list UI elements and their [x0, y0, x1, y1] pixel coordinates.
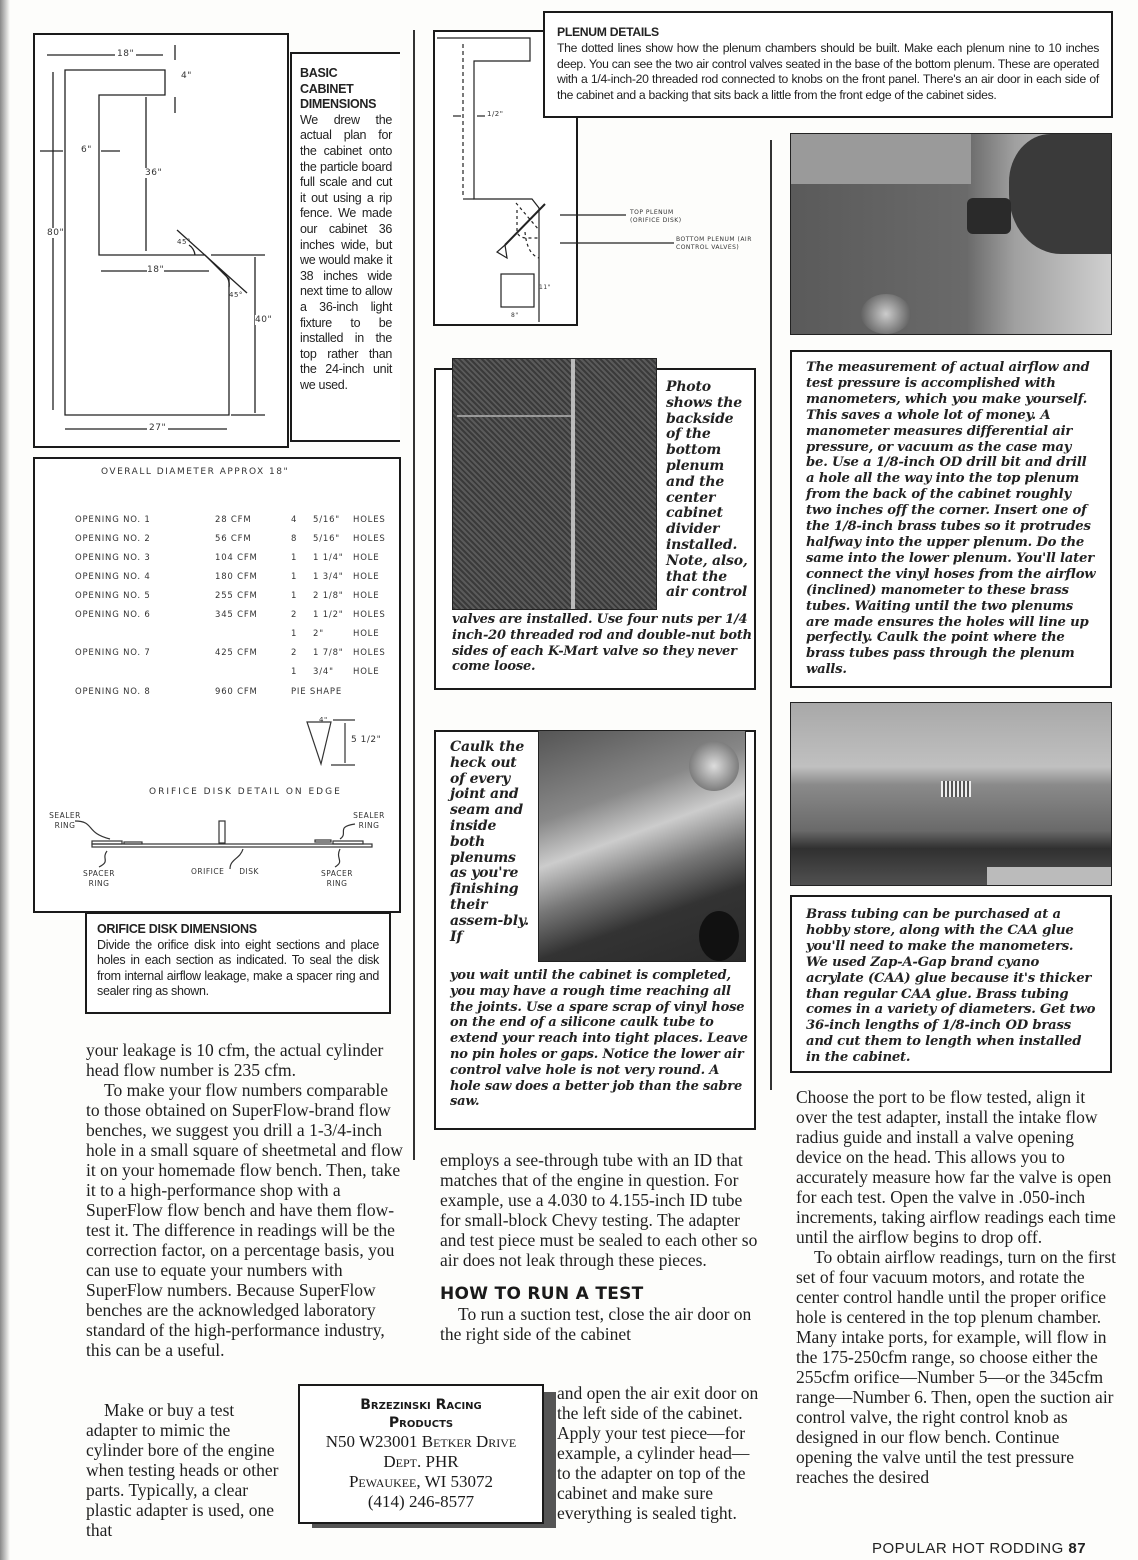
body-paragraph: Make or buy a test adapter to mimic the cylinder bore of the engine when testing heads or other parts. Typically, a clear plastic adapter is used, one that: [86, 1400, 279, 1540]
dim-top-height: 4": [181, 71, 192, 81]
city-state-zip: Pewaukee, WI 53072: [348, 1472, 494, 1491]
street-address: N50 W23001 Betker Drive: [325, 1432, 517, 1451]
cabinet-caption: [290, 52, 400, 442]
backside-caption-below: valves are installed. Use four nuts per 1/4 inch-20 threaded rod and double-nut both sides of each K-Mart valve so they never come loose.: [452, 612, 752, 675]
plenum-caption-title: PLENUM DETAILS: [557, 25, 659, 39]
sealer-ring-right-label: SEALER RING: [353, 811, 385, 830]
column-divider: [413, 30, 415, 1160]
dim-inner-height: 36": [145, 168, 163, 178]
brass-caption: [790, 895, 1112, 1073]
pie-height-label: 5 1/2": [351, 735, 382, 745]
company-name-line2: Products: [388, 1415, 454, 1431]
backside-caption-side: Photo shows the backside of the bottom plenum and the center cabinet divider installed. Note, also, that the air control: [666, 379, 748, 601]
address-box: [298, 1384, 544, 1524]
body-paragraph: To run a suction test, close the air door on the right side of the cabinet: [440, 1304, 752, 1344]
dim-base-width: 27": [149, 423, 167, 433]
dim-angle-upper: 45°: [177, 238, 191, 246]
orifice-row-sub: 1 3/4" HOLE: [291, 667, 380, 677]
orifice-row: OPENING NO. 1 28 CFM 4 5/16" HOLES: [75, 515, 386, 525]
manometer-photo: [790, 133, 1112, 335]
dim-angle-lower: 45°: [229, 291, 243, 299]
pie-width-label: 4": [319, 716, 328, 724]
orifice-disk-label: ORIFICE DISK: [191, 867, 259, 876]
orifice-diagram: [33, 457, 401, 913]
sealer-ring-left-label: SEALER RING: [49, 811, 81, 830]
dim-lower-height: 40": [255, 315, 273, 325]
orifice-table: [71, 515, 390, 706]
caulk-caption-below: you wait until the cabinet is completed, you may have a rough time reaching all the joints. Use a spare scrap of vinyl hose on the end of a silicone caulk tube to extend your reach into tight places. Leave no pin holes or gaps. Notice the lower air control valve hole is not very round. A hole saw does a better job than the sabre saw.: [450, 968, 748, 1110]
orifice-row: OPENING NO. 3 104 CFM 1 1 1/4" HOLE: [75, 553, 380, 563]
body-column-3: [796, 1087, 1118, 1487]
page-number: 87: [1068, 1540, 1087, 1557]
plenum-caption: [543, 11, 1113, 118]
body-paragraph: and open the air exit door on the left side of the cabinet. Apply your test piece—for example, a cylinder head—to the adapter on top of the cabinet and make sure everything is sealed tight.: [557, 1383, 759, 1523]
edge-detail-title: ORIFICE DISK DETAIL ON EDGE: [149, 787, 342, 797]
dim-side-thickness: 6": [81, 145, 92, 155]
bottom-plenum-label: BOTTOM PLENUM (AIR CONTROL VALVES): [676, 236, 752, 251]
orifice-row: OPENING NO. 6 345 CFM 2 1 1/2" HOLES: [75, 610, 386, 620]
manometer-caption: [790, 350, 1112, 688]
caulk-caption-side: Caulk the heck out of every joint and seam and inside both plenums as you're finishing their assem-bly. If: [450, 739, 529, 945]
body-paragraph: To make your flow numbers comparable to those obtained on SuperFlow-brand flow benches, we suggest you drill a 1-3/4-inch hole in a small square of sheetmetal and flow it on your homemade flow bench. Then, take it to a high-performance shop with a SuperFlow flow bench and have them flow-test it. The difference in readings will be the correction factor, on a percentage basis, you can use to equate your numbers with SuperFlow numbers. Because SuperFlow benches are the acknowledged laboratory standard of the high-performance industry, this can be a useful.: [86, 1080, 403, 1360]
orifice-row: OPENING NO. 2 56 CFM 8 5/16" HOLES: [75, 534, 386, 544]
dim-step-width: 18": [147, 265, 165, 275]
phone-number: (414) 246-8577: [367, 1492, 475, 1511]
orifice-row-sub: 1 2" HOLE: [291, 629, 380, 639]
orifice-overall-diameter: OVERALL DIAMETER APPROX 18": [101, 467, 290, 477]
body-paragraph: Choose the port to be flow tested, align it over the test adapter, install the intake flow radius guide and install a valve opening device on the head. This allows you to accurately measure how far the valve is open for each test. Open the valve in .050-inch increments, taking airflow readings each time until the airflow begins to drop off.: [796, 1087, 1116, 1247]
company-name-line1: Brzezinski Racing: [360, 1397, 482, 1413]
orifice-row: OPENING NO. 7 425 CFM 2 1 7/8" HOLES: [75, 648, 386, 658]
body-paragraph: To obtain airflow readings, turn on the first set of four vacuum motors, and rotate the center control handle until the proper orifice hole is centered in the top plenum chamber. Many intake ports, for example, will flow in the 175-250cfm range, so choose either the 255cfm orifice—Number 5—or the 345cfm range—Number 6. Then, open the suction air control valve, the right control knob as designed in our flow bench. Continue opening the valve until the test pressure reaches the desired: [796, 1247, 1117, 1487]
page-footer: [872, 1540, 1086, 1557]
publication-name: POPULAR HOT RODDING: [872, 1540, 1064, 1557]
orifice-row: OPENING NO. 8 960 CFM PIE SHAPE: [75, 687, 343, 697]
backside-photo: [452, 358, 657, 610]
body-column-1-bottom: [86, 1400, 286, 1540]
caulk-photo-box: [434, 730, 756, 1130]
body-column-2-top: [440, 1150, 760, 1344]
brass-caption-text: Brass tubing can be purchased at a hobby store, along with the CAA glue you'll need to make the manometers. We used Zap-A-Gap brand cyano acrylate (CAA) glue because it's thicker than regular CAA glue. Brass tubing comes in a variety of diameters. Get two 36-inch lengths of 1/8-inch OD brass and cut them to length when installed in the cabinet.: [806, 907, 1096, 1066]
dim-top-width: 18": [117, 49, 135, 59]
body-column-1-top: [86, 1040, 406, 1360]
cabinet-outline-drawing: [35, 35, 287, 446]
orifice-row: OPENING NO. 4 180 CFM 1 1 3/4" HOLE: [75, 572, 380, 582]
orifice-caption-text: Divide the orifice disk into eight sections and place holes in each section as indicated. To seal the disk from internal airflow leakage, make a spacer ring and sealer ring as shown.: [97, 937, 379, 999]
body-paragraph: employs a see-through tube with an ID that matches that of the engine in question. For example, use a 4.030 to 4.155-inch ID tube for small-block Chevy testing. The adapter and test piece must be sealed to each other so air does not leak through these pieces.: [440, 1150, 758, 1270]
orifice-row: OPENING NO. 5 255 CFM 1 2 1/8" HOLE: [75, 591, 380, 601]
cabinet-caption-text: We drew the actual plan for the cabinet onto the particle board full scale and cut it out using a rip fence. We made our cabinet 36 inches wide, but we would make it 38 inches wide next time to allow a 36-inch light fixture to be installed in the top rather than the 24-inch unit we used.: [300, 112, 392, 392]
section-heading: HOW TO RUN A TEST: [440, 1284, 644, 1304]
manometer-caption-text: The measurement of actual airflow and test pressure is accomplished with manometers, which you make yourself. This saves a whole lot of money. A manometer measures differential air pressure, or vacuum as the case may be. Use a 1/8-inch OD drill bit and drill a hole all the way into the top plenum from the back of the cabinet roughly two inches off the corner. Insert one of the 1/8-inch brass tubes so it protrudes halfway into the upper plenum. Do the same into the lower plenum. You'll later connect the vinyl hoses from the airflow (inclined) manometer to these brass tubes. Waiting until the two plenums are made ensures the holes will line up perfectly. Caulk the point where the brass tubes pass through the plenum walls.: [806, 360, 1096, 678]
department: Dept. PHR: [383, 1452, 459, 1471]
square-height-label: 11": [539, 284, 551, 291]
orifice-caption: [85, 912, 391, 1014]
plenum-thickness-label: 1/2": [487, 110, 504, 118]
cabinet-caption-title: BASIC CABINET DIMENSIONS: [300, 66, 377, 112]
body-column-2-bottom: [557, 1383, 762, 1523]
spacer-ring-left-label: SPACER RING: [83, 869, 115, 888]
body-paragraph: your leakage is 10 cfm, the actual cylinder head flow number is 235 cfm.: [86, 1040, 384, 1080]
backside-photo-box: [434, 368, 756, 690]
cabinet-diagram: [33, 33, 289, 448]
caulk-photo: [538, 730, 746, 962]
orifice-caption-title: ORIFICE DISK DIMENSIONS: [97, 922, 257, 936]
dim-total-height: 80": [47, 228, 65, 238]
column-divider: [770, 140, 772, 1090]
square-width-label: 8": [511, 312, 519, 319]
top-plenum-label: TOP PLENUM (ORIFICE DISK): [630, 209, 682, 224]
spacer-ring-right-label: SPACER RING: [321, 869, 353, 888]
brass-tubing-photo: [790, 702, 1112, 886]
plenum-caption-text: The dotted lines show how the plenum chambers should be built. Make each plenum nine to 10 inches deep. You can see the two air control valves seated in the base of the bottom plenum. These are operated with a 1/4-inch-20 threaded rod connected to knobs on the front panel. There's an air door in each side of the cabinet and a backing that sits back a little from the front edge of the cabinet sides.: [557, 40, 1099, 103]
page-binding-edge: [0, 0, 10, 1560]
